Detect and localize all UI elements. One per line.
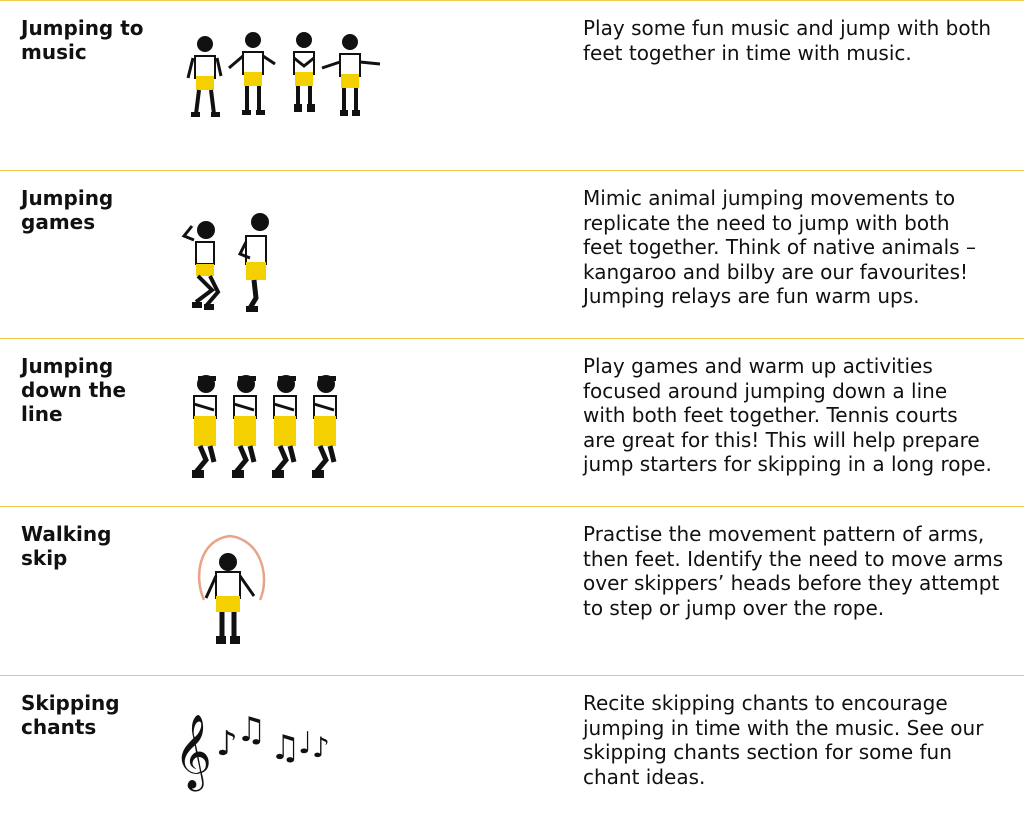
title-line: line <box>21 402 63 426</box>
activity-row-walking-skip <box>0 506 1024 675</box>
title-line: Jumping <box>21 186 114 210</box>
treble-clef-glyph: 𝄞 <box>174 715 212 789</box>
child-figure <box>232 375 256 478</box>
title-line: games <box>21 210 96 234</box>
description-line: chant ideas. <box>583 764 706 789</box>
title-line: Jumping <box>21 354 114 378</box>
description-line: over skippers’ heads before they attempt <box>583 571 1000 595</box>
description-line: then feet. Identify the need to move arms <box>583 546 1004 571</box>
description-line: Play games and warm up activities <box>583 354 933 378</box>
music-note-glyph: ♩ <box>298 726 313 761</box>
description-line: Practise the movement pattern of arms, <box>583 522 985 546</box>
description-line: jump starters for skipping in a long rope. <box>583 452 992 476</box>
title-line: music <box>21 40 87 64</box>
music-note-glyph: ♪ <box>312 731 330 764</box>
description-line: focused around jumping down a line <box>583 378 948 403</box>
children-jumping-to-music-icon <box>180 28 390 132</box>
description-line: skipping chants section for some fun <box>583 740 952 764</box>
child-figure-crouching <box>184 221 218 310</box>
description-line: Jumping relays are fun warm ups. <box>583 284 920 308</box>
activity-title <box>21 186 161 234</box>
child-figure-standing <box>240 213 269 312</box>
music-notes-icon <box>174 697 334 791</box>
activity-row-jumping-down-the-line <box>0 338 1024 506</box>
activity-title <box>21 691 161 739</box>
child-figure <box>312 375 336 478</box>
activity-title <box>21 522 161 570</box>
activity-description <box>583 354 1003 477</box>
activity-title <box>21 354 161 426</box>
activity-title <box>21 16 161 64</box>
title-line: chants <box>21 715 97 739</box>
music-note-glyph: ♪ <box>216 724 238 764</box>
child-figure <box>272 375 296 478</box>
activity-description <box>583 186 1003 309</box>
description-line: kangaroo and bilby are our favourites! <box>583 259 969 284</box>
description-line: to step or jump over the rope. <box>583 595 885 620</box>
description-line: feet together in time with music. <box>583 40 912 65</box>
child-figure <box>188 36 221 117</box>
activity-description <box>583 16 1003 65</box>
music-note-glyph: ♫ <box>236 710 267 750</box>
activity-row-jumping-games <box>0 170 1024 338</box>
activity-row-jumping-to-music <box>0 0 1024 170</box>
child-skipping-rope-icon <box>190 528 280 662</box>
child-figure <box>192 375 216 478</box>
title-line: skip <box>21 546 68 570</box>
title-line: Skipping <box>21 691 120 715</box>
description-line: jumping in time with the music. See our <box>583 715 984 740</box>
title-line: down the <box>21 378 127 402</box>
children-jumping-games-icon <box>182 210 282 324</box>
description-line: feet together. Think of native animals – <box>583 235 976 259</box>
children-jumping-down-line-icon <box>186 374 346 498</box>
child-figure <box>294 32 315 112</box>
activity-row-skipping-chants <box>0 675 1024 831</box>
title-line: Jumping to <box>21 16 144 40</box>
description-line: replicate the need to jump with both <box>583 210 950 235</box>
description-line: are great for this! This will help prepare <box>583 427 980 452</box>
music-note-glyph: ♫ <box>270 728 301 768</box>
title-line: Walking <box>21 522 112 546</box>
child-figure <box>322 34 380 116</box>
description-line: Play some fun music and jump with both <box>583 16 992 40</box>
child-figure <box>229 32 275 115</box>
activity-description <box>583 522 1003 620</box>
activity-description <box>583 691 1003 789</box>
description-line: Recite skipping chants to encourage <box>583 691 948 715</box>
description-line: with both feet together. Tennis courts <box>583 403 958 427</box>
description-line: Mimic animal jumping movements to <box>583 186 956 210</box>
